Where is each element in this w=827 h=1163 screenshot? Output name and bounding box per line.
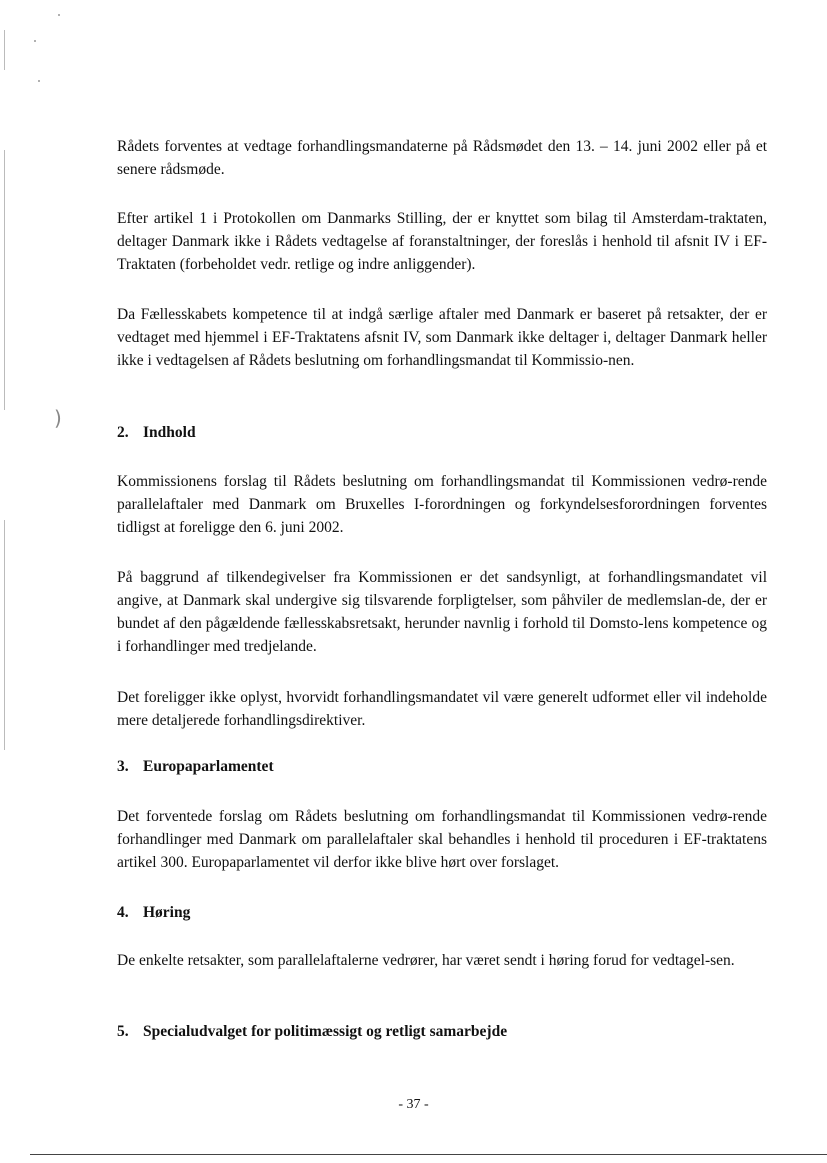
section-title: Høring [143, 904, 191, 921]
scan-edge-mark [4, 150, 5, 410]
paragraph-parliament-procedure: Det forventede forslag om Rådets beslutning om forhandlingsmandat til Kommissionen vedrø-rende forhandlinger med Danmark om parallelaftaler skal behandles i henhold til proceduren i EF-traktatens artikel 300. Europaparlamentet vil derfor ikke blive hørt over forslaget. [117, 808, 767, 871]
section-heading-indhold [117, 421, 767, 444]
scan-edge-mark [4, 30, 5, 70]
paragraph-protocol-article-1: Efter artikel 1 i Protokollen om Danmarks Stilling, der er knyttet som bilag til Amsterdam-traktaten, deltager Danmark ikke i Rådets vedtagelse af foranstaltninger, der foreslås i henhold til afsnit IV i EF-Traktaten (forbeholdet vedr. retlige og indre anliggender). [117, 210, 767, 273]
paragraph-mandate-form: Det foreligger ikke oplyst, hvorvidt forhandlingsmandatet vil være generelt udformet eller vil indeholde mere detaljerede forhandlingsdirektiver. [117, 689, 767, 729]
margin-mark: ) [54, 406, 62, 430]
scan-speck [58, 14, 60, 16]
scan-bottom-edge [30, 1154, 827, 1155]
section-title: Specialudvalget for politimæssigt og retligt samarbejde [143, 1023, 508, 1040]
section-number: 3. [117, 758, 129, 775]
paragraph-commission-statements: På baggrund af tilkendegivelser fra Kommissionen er det sandsynligt, at forhandlingsmandatet vil angive, at Danmark skal undergive sig tilsvarende forpligtelser, som påhviler de medlemslan-de, der er bundet af den pågældende fællesskabsretsakt, herunder navnlig i forhold til Domsto-lens kompetence og i forhandlinger med tredjelande. [117, 569, 767, 655]
scan-edge-mark [4, 520, 5, 750]
section-number: 5. [117, 1023, 129, 1040]
page-number: - 37 - [398, 1097, 429, 1112]
section-heading-europaparlamentet [117, 755, 767, 778]
section-number: 2. [117, 424, 129, 441]
section-title: Indhold [143, 424, 196, 441]
paragraph-commission-proposal: Kommissionens forslag til Rådets beslutning om forhandlingsmandat til Kommissionen vedrø-rende parallelaftaler med Danmark om Bruxelles I-forordningen og forkyndelsesforordningen forventes tidligst at foreligge den 6. juni 2002. [117, 473, 767, 536]
scan-speck [38, 80, 40, 82]
section-heading-hoering [117, 901, 767, 924]
paragraph-community-competence: Da Fællesskabets kompetence til at indgå særlige aftaler med Danmark er baseret på retsakter, der er vedtaget med hjemmel i EF-Traktatens afsnit IV, som Danmark ikke deltager i, deltager Danmark heller ikke i vedtagelsen af Rådets beslutning om forhandlingsmandat til Kommissio-nen. [117, 306, 767, 369]
section-number: 4. [117, 904, 129, 921]
paragraph-council-adoption: Rådets forventes at vedtage forhandlingsmandaterne på Rådsmødet den 13. – 14. juni 2002 eller på et senere rådsmøde. [117, 138, 767, 178]
paragraph-consultation: De enkelte retsakter, som parallelaftalerne vedrører, har været sendt i høring forud for vedtagel-sen. [117, 952, 735, 969]
scan-speck [34, 40, 36, 42]
section-heading-specialudvalget [117, 1020, 767, 1043]
section-title: Europaparlamentet [143, 758, 274, 775]
